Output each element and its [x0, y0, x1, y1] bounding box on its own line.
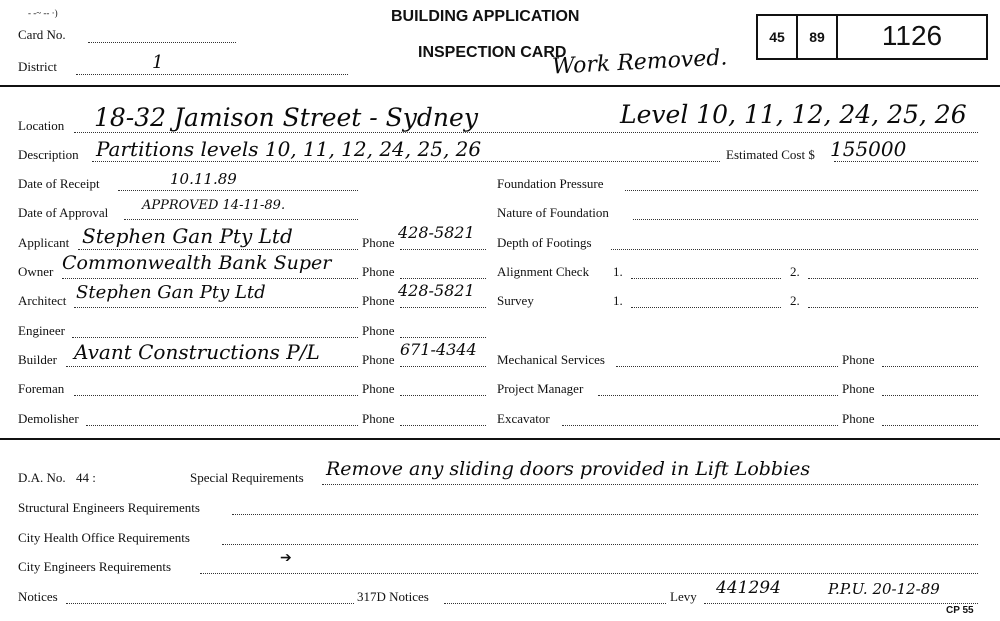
receipt-field [118, 190, 358, 191]
architect-phone-value: 428-5821 [398, 281, 475, 300]
applicant-value: Stephen Gan Pty Ltd [82, 224, 293, 248]
engineer-label: Engineer [18, 323, 65, 338]
structural-label: Structural Engineers Requirements [18, 500, 200, 515]
approval-field [124, 219, 358, 220]
survey-1-label: 1. [613, 293, 623, 308]
owner-phone-label: Phone [362, 264, 395, 279]
nature-foundation-label: Nature of Foundation [497, 205, 609, 220]
builder-field [66, 366, 358, 367]
applicant-label: Applicant [18, 235, 70, 250]
alignment-1-field [631, 278, 781, 279]
receipt-label: Date of Receipt [18, 176, 100, 191]
depth-footings-field [611, 249, 978, 250]
levels-value: Level 10, 11, 12, 24, 25, 26 [620, 100, 967, 129]
mechanical-phone-label: Phone [842, 352, 875, 367]
estimated-cost-field [834, 161, 978, 162]
notices-317d-label: 317D Notices [357, 589, 429, 604]
project-manager-label: Project Manager [497, 381, 584, 396]
architect-label: Architect [18, 293, 67, 308]
survey-1-field [631, 307, 781, 308]
demolisher-label: Demolisher [18, 411, 79, 426]
district-value: 1 [152, 52, 164, 73]
alignment-2-field [808, 278, 978, 279]
divider-bottom [0, 438, 1000, 440]
engineer-field [72, 337, 358, 338]
location-field [74, 132, 978, 133]
builder-phone-value: 671-4344 [400, 340, 477, 359]
da-label: D.A. No. [18, 470, 66, 485]
foreman-label: Foreman [18, 381, 65, 396]
district-label: District [18, 59, 57, 74]
location-value: 18-32 Jamison Street - Sydney [94, 103, 478, 132]
receipt-value: 10.11.89 [170, 170, 237, 188]
card-no-label: Card No. [18, 27, 66, 42]
excavator-field [562, 425, 838, 426]
project-manager-phone-label: Phone [842, 381, 875, 396]
notices-label: Notices [18, 589, 58, 604]
form-title: BUILDING APPLICATION [391, 8, 580, 25]
excavator-phone-label: Phone [842, 411, 875, 426]
builder-phone-field [400, 366, 486, 367]
ppu-value: P.P.U. 20-12-89 [828, 580, 940, 598]
form-code: CP 55 [946, 605, 974, 616]
project-manager-phone-field [882, 395, 978, 396]
project-manager-field [598, 395, 838, 396]
levy-field [704, 603, 978, 604]
applicant-phone-label: Phone [362, 235, 395, 250]
survey-label: Survey [497, 293, 534, 308]
depth-footings-label: Depth of Footings [497, 235, 592, 250]
work-removed-note: Work Removed. [551, 45, 728, 80]
da-value: 44 : [76, 470, 96, 485]
special-requirements-value: Remove any sliding doors provided in Lift Lobbies [326, 458, 811, 480]
applicant-phone-value: 428-5821 [398, 223, 475, 242]
estimated-cost-value: 155000 [830, 137, 907, 161]
special-requirements-label: Special Requirements [190, 470, 304, 485]
foreman-phone-field [400, 395, 486, 396]
builder-value: Avant Constructions P/L [74, 340, 320, 364]
card-number: 1126 [881, 20, 943, 51]
form-subtitle: INSPECTION CARD [418, 44, 567, 61]
foundation-pressure-field [625, 190, 978, 191]
health-label: City Health Office Requirements [18, 530, 190, 545]
estimated-cost-label: Estimated Cost $ [726, 147, 815, 162]
excavator-phone-field [882, 425, 978, 426]
city-engineers-field [200, 573, 978, 574]
builder-label: Builder [18, 352, 57, 367]
owner-label: Owner [18, 264, 54, 279]
notices-317d-field [444, 603, 666, 604]
architect-field [74, 307, 358, 308]
arrow-mark: ➔ [280, 551, 292, 566]
foreman-field [74, 395, 358, 396]
engineer-phone-field [400, 337, 486, 338]
foreman-phone-label: Phone [362, 381, 395, 396]
owner-field [62, 278, 358, 279]
header-scribble: - -~ -- ·) [28, 8, 58, 18]
card-box-b: 89 [798, 16, 838, 58]
divider-top [0, 85, 1000, 87]
structural-field [232, 514, 978, 515]
applicant-phone-field [400, 249, 486, 250]
builder-phone-label: Phone [362, 352, 395, 367]
health-field [222, 544, 978, 545]
mechanical-label: Mechanical Services [497, 352, 605, 367]
demolisher-phone-label: Phone [362, 411, 395, 426]
approval-value: APPROVED 14-11-89. [142, 198, 286, 213]
alignment-1-label: 1. [613, 264, 623, 279]
location-label: Location [18, 118, 65, 133]
description-label: Description [18, 147, 79, 162]
survey-2-label: 2. [790, 293, 800, 308]
card-number-box [756, 14, 988, 60]
card-no-field [88, 42, 236, 43]
owner-phone-field [400, 278, 486, 279]
description-field [92, 161, 720, 162]
engineer-phone-label: Phone [362, 323, 395, 338]
district-field [76, 74, 348, 75]
special-requirements-field [322, 484, 978, 485]
architect-value: Stephen Gan Pty Ltd [76, 282, 266, 303]
owner-value: Commonwealth Bank Super [62, 252, 332, 274]
levy-label: Levy [670, 589, 697, 604]
card-box-a: 45 [758, 16, 798, 58]
levy-value: 441294 [716, 578, 781, 598]
city-engineers-label: City Engineers Requirements [18, 559, 172, 574]
excavator-label: Excavator [497, 411, 550, 426]
foundation-pressure-label: Foundation Pressure [497, 176, 604, 191]
nature-foundation-field [633, 219, 978, 220]
architect-phone-label: Phone [362, 293, 395, 308]
demolisher-phone-field [400, 425, 486, 426]
alignment-check-label: Alignment Check [497, 264, 590, 279]
applicant-field [78, 249, 358, 250]
mechanical-phone-field [882, 366, 978, 367]
alignment-2-label: 2. [790, 264, 800, 279]
survey-2-field [808, 307, 978, 308]
architect-phone-field [400, 307, 486, 308]
description-value: Partitions levels 10, 11, 12, 24, 25, 26 [96, 137, 482, 161]
demolisher-field [86, 425, 358, 426]
mechanical-field [616, 366, 838, 367]
approval-label: Date of Approval [18, 205, 109, 220]
notices-field [66, 603, 354, 604]
